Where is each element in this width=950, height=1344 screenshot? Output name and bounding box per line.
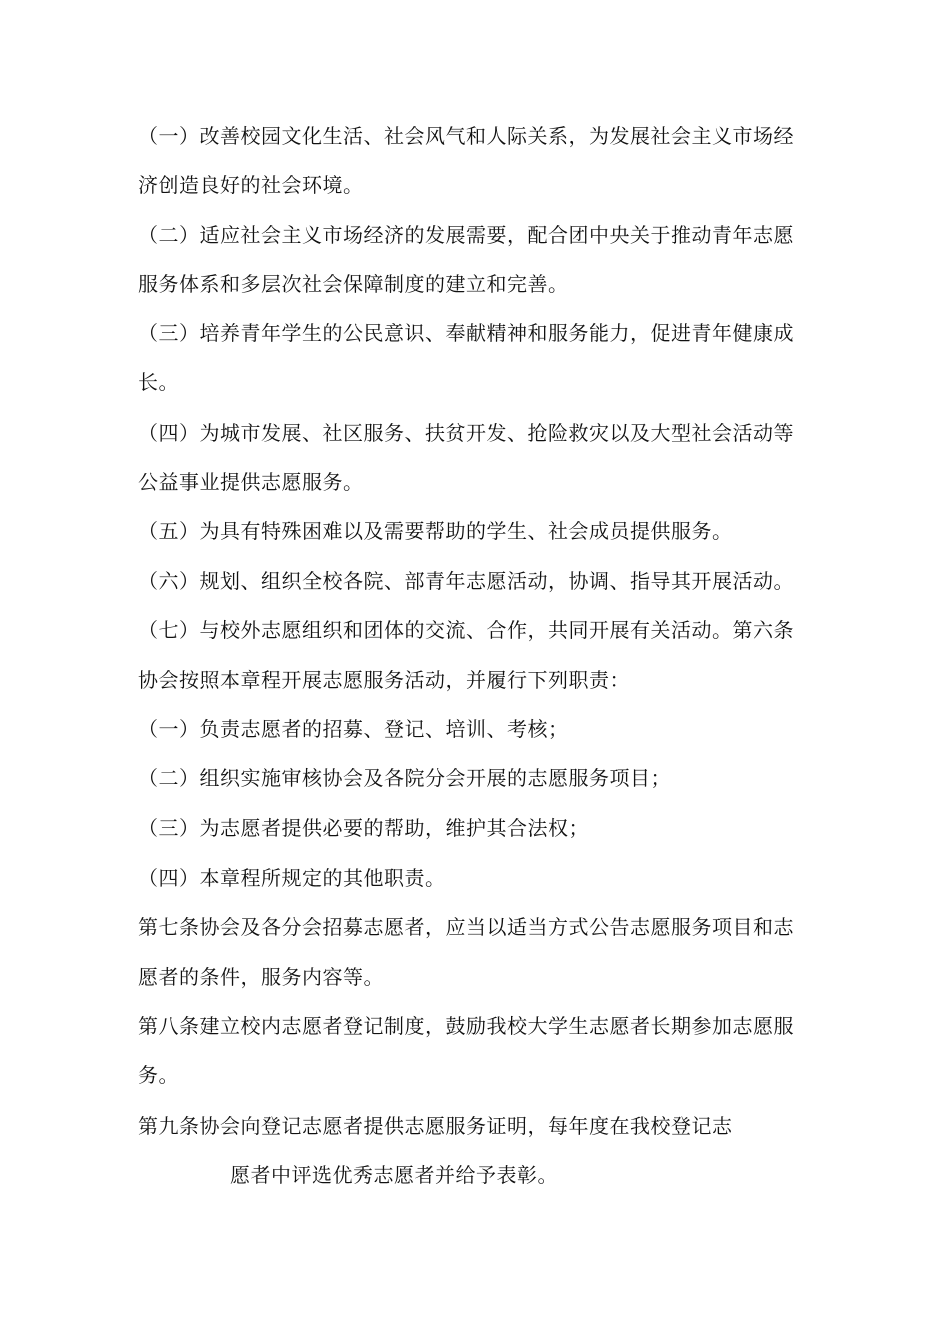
text-line: （七）与校外志愿组织和团体的交流、合作，共同开展有关活动。第六条 — [138, 618, 794, 642]
text-line: （二）适应社会主义市场经济的发展需要，配合团中央关于推动青年志愿 — [138, 223, 794, 247]
text-line: （一）改善校园文化生活、社会风气和人际关系，为发展社会主义市场经 — [138, 124, 794, 148]
text-line: 愿者中评选优秀志愿者并给予表彰。 — [230, 1163, 558, 1187]
text-line: 务。 — [138, 1063, 179, 1087]
text-line: 济创造良好的社会环境。 — [138, 173, 364, 197]
text-line: （二）组织实施审核协会及各院分会开展的志愿服务项目； — [138, 766, 671, 790]
text-line: （四）本章程所规定的其他职责。 — [138, 866, 446, 890]
text-line: 长。 — [138, 370, 179, 394]
text-line: 服务体系和多层次社会保障制度的建立和完善。 — [138, 272, 569, 296]
text-line: （三）培养青年学生的公民意识、奉献精神和服务能力，促进青年健康成 — [138, 321, 794, 345]
text-line: 第九条协会向登记志愿者提供志愿服务证明，每年度在我校登记志 — [138, 1114, 733, 1138]
text-line: 协会按照本章程开展志愿服务活动，并履行下列职责： — [138, 668, 630, 692]
text-line: （六）规划、组织全校各院、部青年志愿活动，协调、指导其开展活动。 — [138, 569, 794, 593]
text-line: 公益事业提供志愿服务。 — [138, 470, 364, 494]
text-line: 第八条建立校内志愿者登记制度，鼓励我校大学生志愿者长期参加志愿服 — [138, 1014, 794, 1038]
text-line: （一）负责志愿者的招募、登记、培训、考核； — [138, 717, 569, 741]
text-line: （四）为城市发展、社区服务、扶贫开发、抢险救灾以及大型社会活动等 — [138, 421, 794, 445]
text-line: （五）为具有特殊困难以及需要帮助的学生、社会成员提供服务。 — [138, 519, 733, 543]
text-line: （三）为志愿者提供必要的帮助，维护其合法权； — [138, 816, 589, 840]
text-line: 第七条协会及各分会招募志愿者，应当以适当方式公告志愿服务项目和志 — [138, 915, 794, 939]
text-line: 愿者的条件，服务内容等。 — [138, 965, 384, 989]
